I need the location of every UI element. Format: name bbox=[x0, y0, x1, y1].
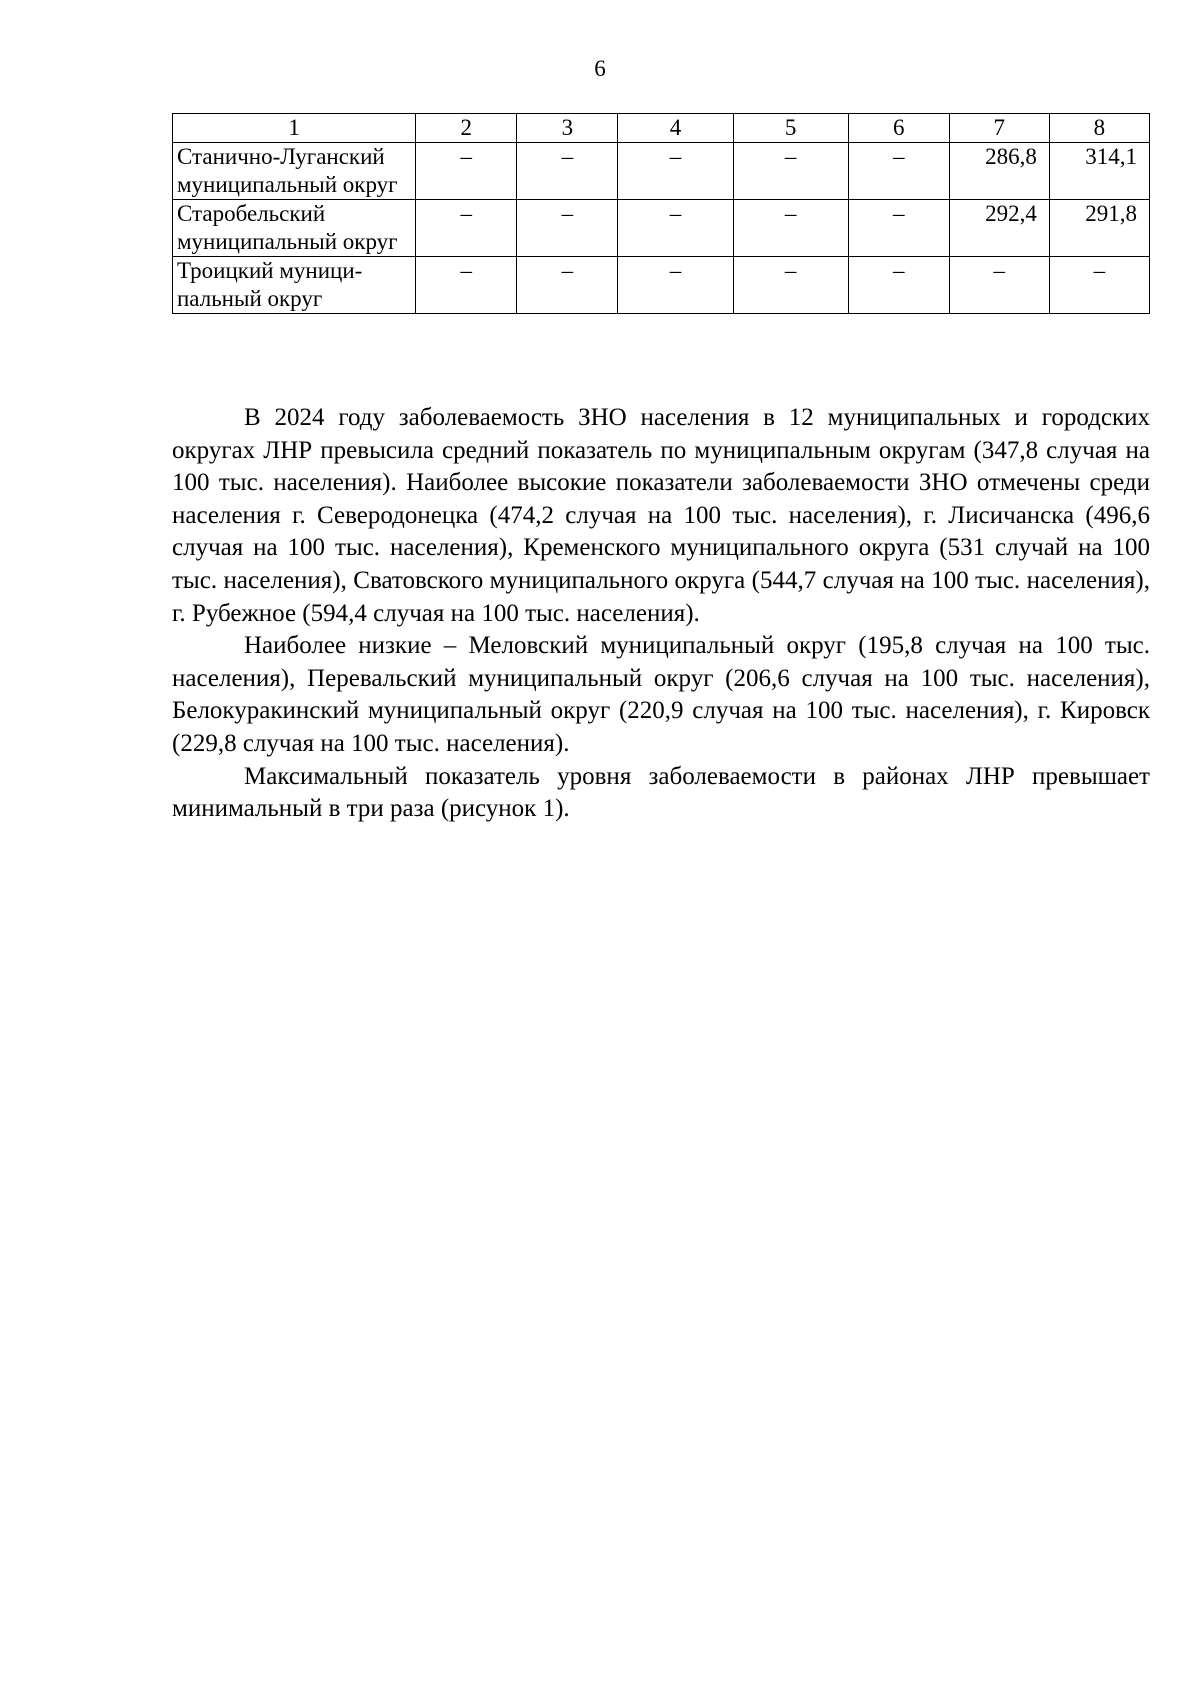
column-header: 6 bbox=[848, 114, 949, 143]
table-cell: – bbox=[517, 257, 618, 314]
incidence-table bbox=[172, 113, 1150, 314]
paragraph: Максимальный показатель уровня заболеваемости в районах ЛНР превышает минимальный в три раза (рисунок 1). bbox=[172, 762, 1150, 823]
table-row bbox=[173, 143, 1150, 200]
district-name: Станично-Луганский муниципальный округ bbox=[173, 143, 416, 200]
table-cell: – bbox=[848, 143, 949, 200]
table-cell: – bbox=[848, 257, 949, 314]
table-cell: – bbox=[416, 143, 517, 200]
paragraph: Наиболее низкие – Меловский муниципальный округ (195,8 случая на 100 тыс. населения), Перевальский муниципальный округ (206,6 случая на 100 тыс. населения), Белокуракинский муниципальный округ (220,9 случая на 100 тыс. населения), г. Кировск (229,8 случая на 100 тыс. населения). bbox=[172, 632, 1150, 757]
district-name: Старобельский муниципальный округ bbox=[173, 200, 416, 257]
column-header: 3 bbox=[517, 114, 618, 143]
column-header: 1 bbox=[173, 114, 416, 143]
column-header: 5 bbox=[733, 114, 848, 143]
district-name: Троицкий муници-пальный округ bbox=[173, 257, 416, 314]
table-cell: 286,8 bbox=[949, 143, 1049, 200]
column-header: 7 bbox=[949, 114, 1049, 143]
table-cell: – bbox=[949, 257, 1049, 314]
table-cell: – bbox=[733, 257, 848, 314]
body-text bbox=[172, 402, 1150, 826]
column-header: 8 bbox=[1049, 114, 1149, 143]
table-cell: – bbox=[416, 257, 517, 314]
table-row bbox=[173, 200, 1150, 257]
column-header: 4 bbox=[618, 114, 733, 143]
table-header-row bbox=[173, 114, 1150, 143]
column-header: 2 bbox=[416, 114, 517, 143]
table-cell: – bbox=[517, 143, 618, 200]
table-cell: – bbox=[848, 200, 949, 257]
table-cell: – bbox=[1049, 257, 1149, 314]
paragraph: В 2024 году заболеваемость ЗНО населения в 12 муниципальных и городских округах ЛНР превысила средний показатель по муниципальным округам (347,8 случая на 100 тыс. населения). Наиболее высокие показатели заболеваемости ЗНО отмечены среди населения г. Северодонецка (474,2 случая на 100 тыс. населения), г. Лисичанска (496,6 случая на 100 тыс. населения), Кременского муниципального округа (531 случай на 100 тыс. населения), Сватовского муниципального округа (544,7 случая на 100 тыс. населения), г. Рубежное (594,4 случая на 100 тыс. населения). bbox=[172, 404, 1150, 627]
table-row bbox=[173, 257, 1150, 314]
table-cell: 314,1 bbox=[1049, 143, 1149, 200]
table-cell: – bbox=[618, 143, 733, 200]
table-cell: – bbox=[733, 143, 848, 200]
table-cell: – bbox=[618, 257, 733, 314]
table-cell: 292,4 bbox=[949, 200, 1049, 257]
table-cell: – bbox=[517, 200, 618, 257]
table-cell: – bbox=[733, 200, 848, 257]
table-cell: – bbox=[618, 200, 733, 257]
page-number: 6 bbox=[594, 56, 606, 81]
table-cell: 291,8 bbox=[1049, 200, 1149, 257]
table-cell: – bbox=[416, 200, 517, 257]
